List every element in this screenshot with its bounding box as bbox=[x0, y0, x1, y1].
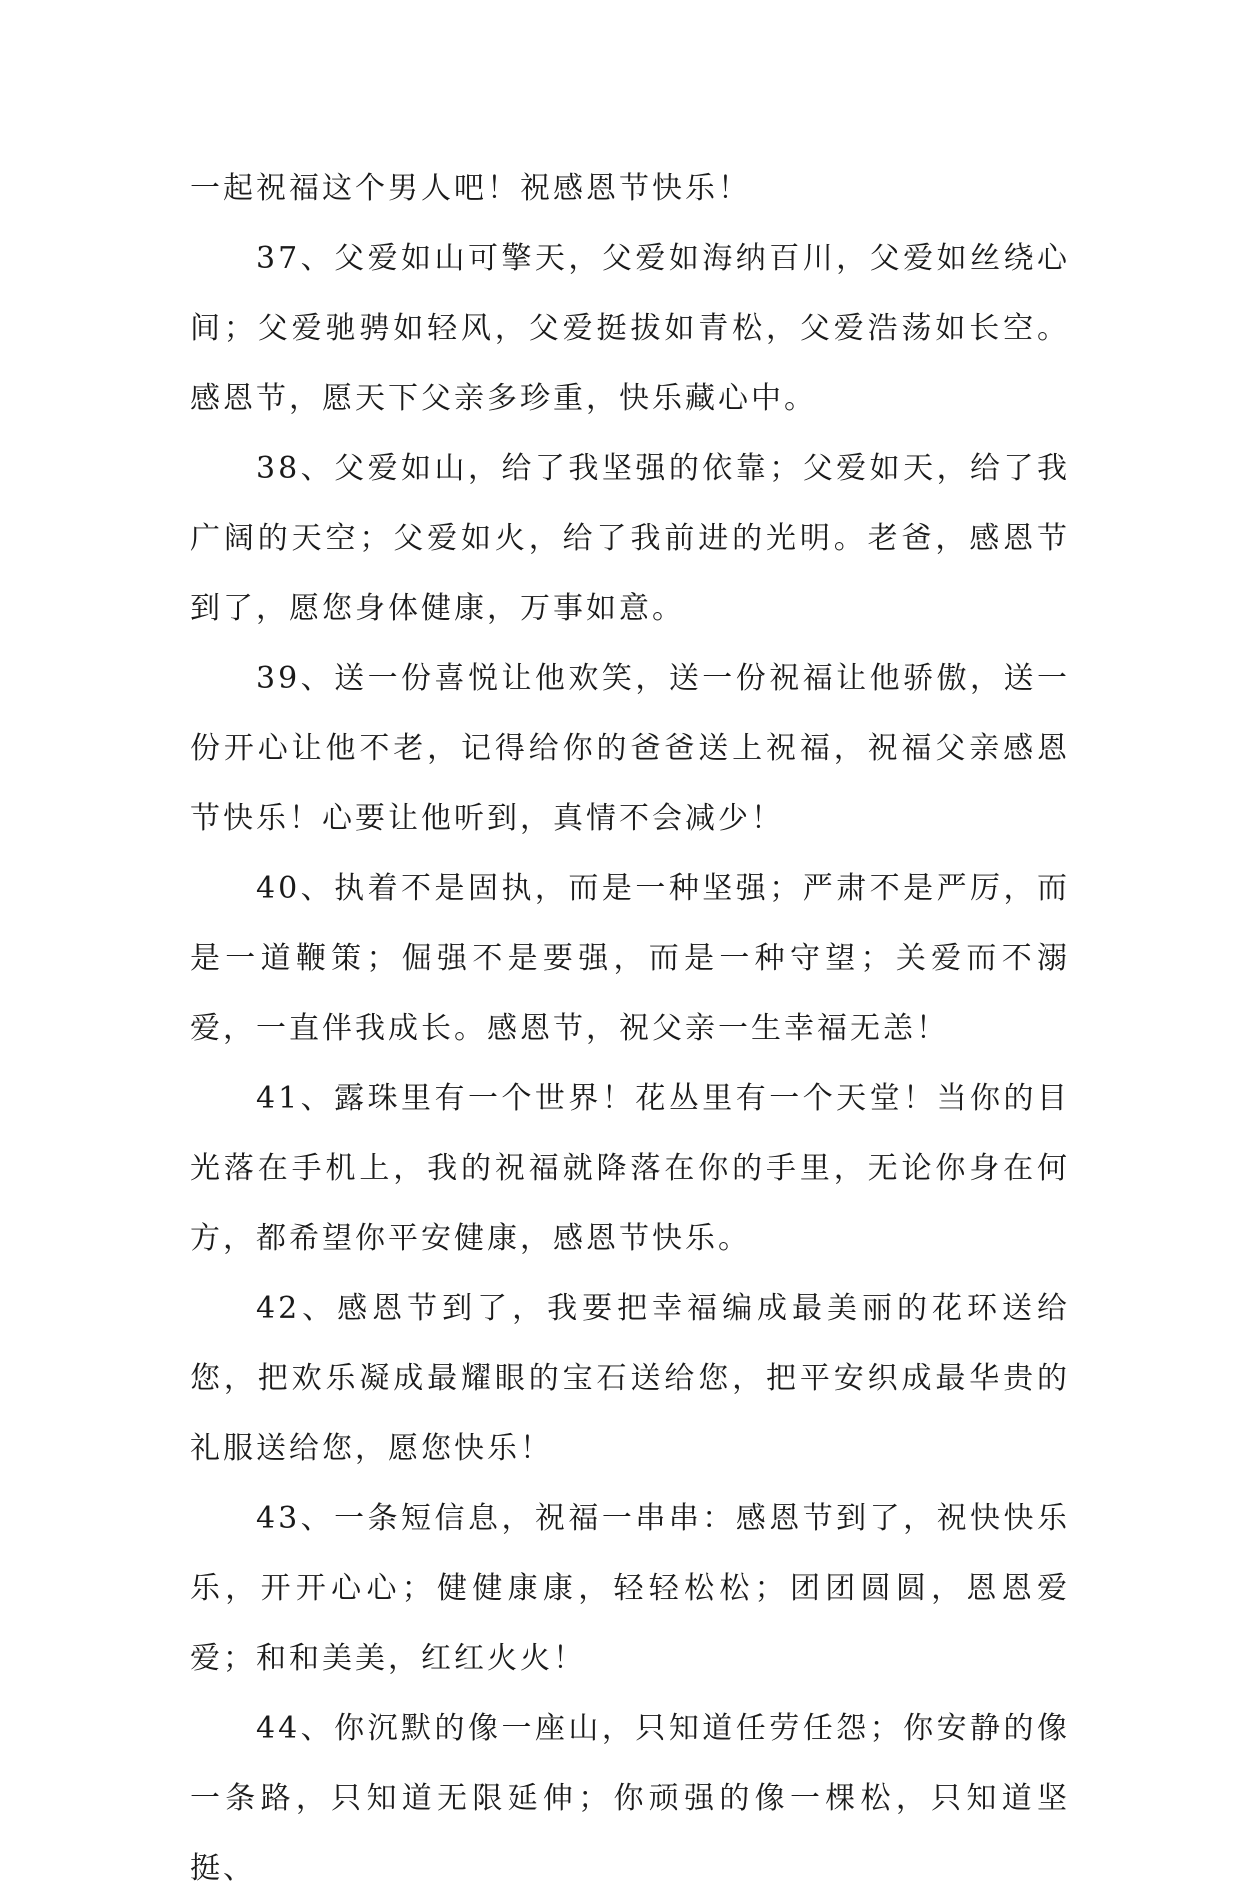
paragraph-continuation: 一起祝福这个男人吧！祝感恩节快乐！ bbox=[190, 171, 751, 206]
paragraph-37: 37、父爱如山可擎天，父爱如海纳百川，父爱如丝绕心间；父爱驰骋如轻风，父爱挺拔如青松，父爱浩荡如长空。感恩节，愿天下父亲多珍重，快乐藏心中。 bbox=[190, 241, 1070, 416]
paragraph-41: 41、露珠里有一个世界！花丛里有一个天堂！当你的目光落在手机上，我的祝福就降落在你的手里，无论你身在何方，都希望你平安健康，感恩节快乐。 bbox=[190, 1081, 1070, 1256]
document-body bbox=[190, 154, 1070, 1904]
paragraph-38: 38、父爱如山，给了我坚强的依靠；父爱如天，给了我广阔的天空；父爱如火，给了我前进的光明。老爸，感恩节到了，愿您身体健康，万事如意。 bbox=[190, 451, 1070, 626]
paragraph-42: 42、感恩节到了，我要把幸福编成最美丽的花环送给您，把欢乐凝成最耀眼的宝石送给您，把平安织成最华贵的礼服送给您，愿您快乐！ bbox=[190, 1291, 1070, 1466]
paragraph-39: 39、送一份喜悦让他欢笑，送一份祝福让他骄傲，送一份开心让他不老，记得给你的爸爸送上祝福，祝福父亲感恩节快乐！心要让他听到，真情不会减少！ bbox=[190, 661, 1070, 836]
paragraph-43: 43、一条短信息，祝福一串串：感恩节到了，祝快快乐乐，开开心心；健健康康，轻轻松松；团团圆圆，恩恩爱爱；和和美美，红红火火！ bbox=[190, 1501, 1070, 1676]
paragraph-40: 40、执着不是固执，而是一种坚强；严肃不是严厉，而是一道鞭策；倔强不是要强，而是一种守望；关爱而不溺爱，一直伴我成长。感恩节，祝父亲一生幸福无恙！ bbox=[190, 871, 1070, 1046]
paragraph-44: 44、你沉默的像一座山，只知道任劳任怨；你安静的像一条路，只知道无限延伸；你顽强的像一棵松，只知道坚挺、 bbox=[190, 1711, 1070, 1886]
